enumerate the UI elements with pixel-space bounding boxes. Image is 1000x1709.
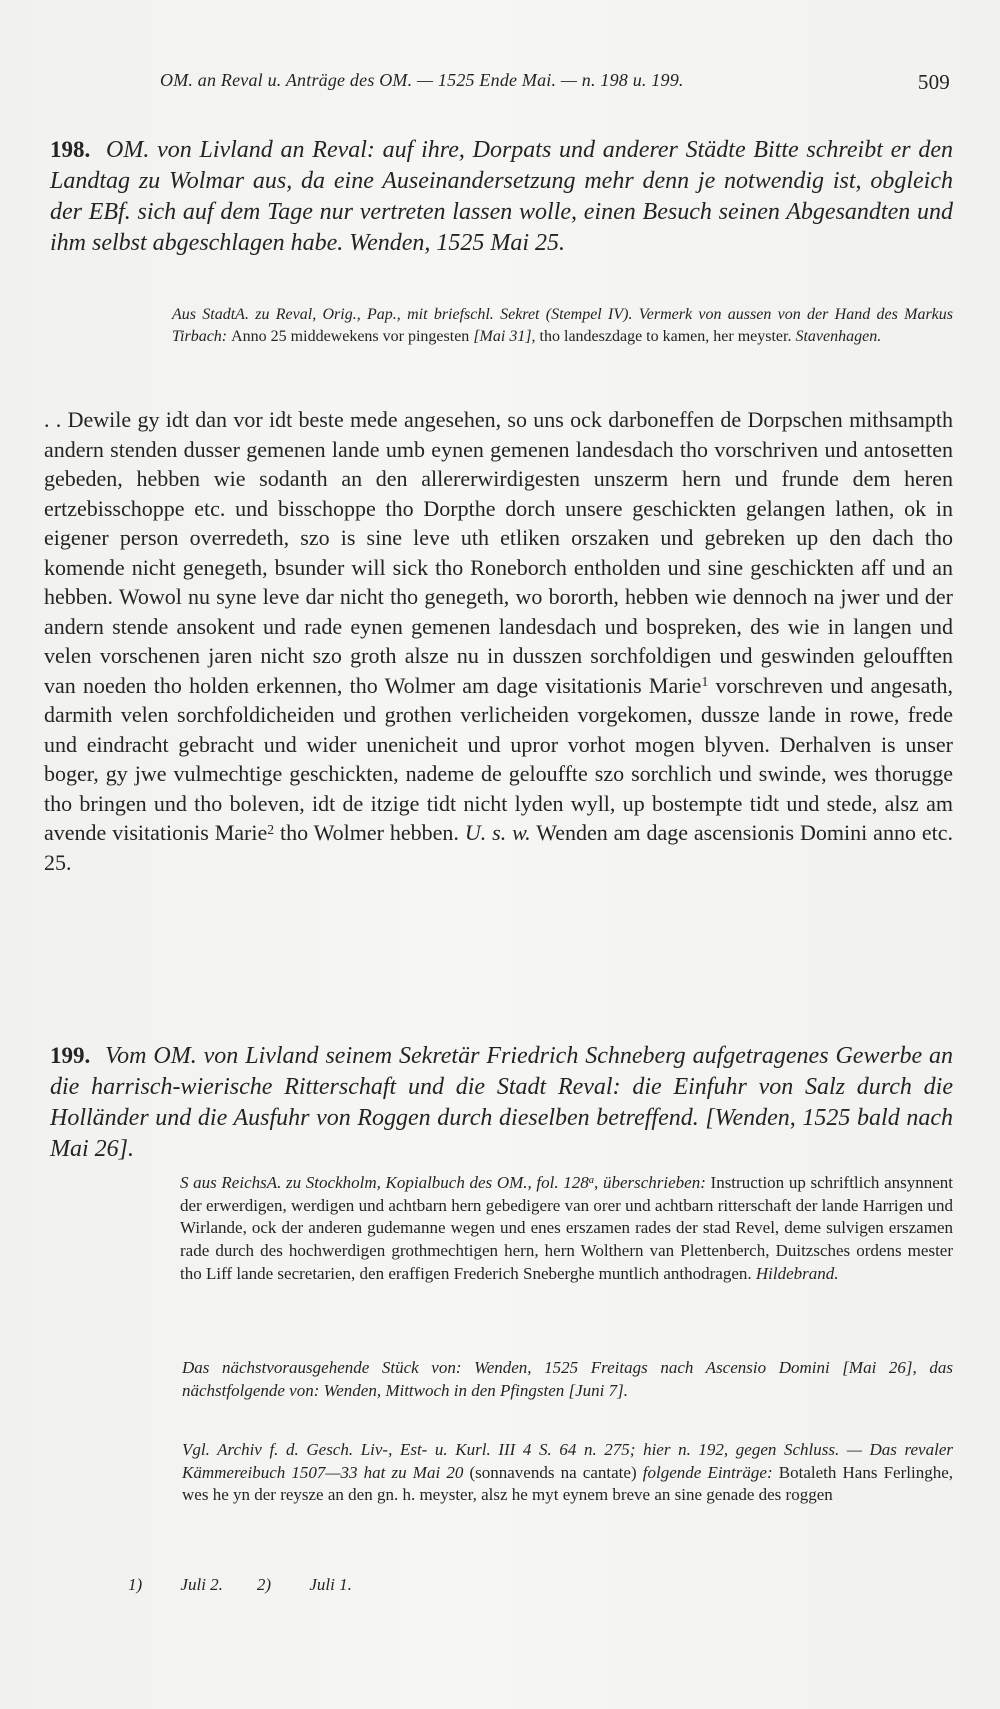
document-199-source-italic-end: , überschrieben: [594, 1173, 706, 1192]
document-198-source-date: [Mai 31] [473, 328, 532, 345]
document-199-archive-plain: (sonnavends na cantate) [469, 1462, 637, 1482]
running-title: OM. an Reval u. Anträge des OM. — 1525 Ende Mai. — n. 198 u. 199. [160, 70, 684, 90]
document-199-source-instruction: Instruction up schriftlich ansynnent der erwerdigen, werdigen und achtbarn hern gebedigere van orer und achtbarn ritterschaft der lande Harrigen und Wirlande, ock der anderen gudemanne wegen und enes erszamen rades der stad Revel, deme sulvigen erszamen rade durch des hochwerdigen grothmechtigen hern, hern Wolthern van Plettenberch, Duitzsches ordens mester tho Liff lande secretarien, den eraffigen Frederich Sneberghe muntlich anthodragen. [180, 1173, 954, 1283]
document-198-main-text [44, 405, 953, 877]
document-199-source-note [180, 1172, 953, 1286]
document-198-source-italic: Aus StadtA. zu Reval, Orig., Pap., mit briefschl. Sekret (Stempel IV). Vermerk von aussen von der Hand des Markus Tirbach: [172, 306, 953, 345]
page-number: 509 [917, 70, 950, 94]
running-header [160, 70, 950, 98]
document-199-archive-entry: Botaleth Hans Ferlinghe, wes he yn der reysze an den gn. h. meyster, alsz he myt eynem breve an sine genade des roggen [182, 1462, 954, 1505]
document-199-number: 199. [50, 1043, 91, 1068]
footnote-marker-1: 1 [701, 674, 709, 690]
footnotes [128, 1573, 728, 1597]
document-199-archive-italic-end: folgende Einträge: [642, 1462, 773, 1482]
document-198-title-block [50, 134, 953, 259]
document-198-source-editor: Stavenhagen. [795, 328, 882, 345]
document-199-source-italic: S aus ReichsA. zu Stockholm, Kopialbuch des OM., fol. 128 [180, 1173, 589, 1192]
footnote-1 [128, 1575, 223, 1594]
document-199-adjacent-pieces-note [182, 1357, 953, 1402]
document-198-text-part1: . . Dewile gy idt dan vor idt beste mede angesehen, so uns ock darboneffen de Dorpschen mithsampth andern stenden dusser gemenen lande umb eynen gemenen landesdach tho vorschriven und antosetten gebeden, hebben wie sodanth an den allererwirdigesten unszerm hern und frunde dem heren ertzebisschoppe etc. und bisschoppe tho Dorpthe dorch unsere geschickten gelangen lathen, ok in eigener person overredeth, szo is sine leve uth etliken orszaken und gebreken up den dach tho komende nicht genegeth, bsunder will sick tho Roneborch entholden und sine geschickten aff und an hebben. Wowol nu syne leve dar nicht tho genegeth, wo bororth, hebben wie dennoch na jwer und der andern stende ansokent und rade eynen gemenen landesdach und bospreken, des wie in langen und velen vorschenen jaren nicht szo groth alsze nu in dusszen sorchfoldigen und geswinden geloufften van noeden tho holden erkennen, tho Wolmer am dage visitationis Marie [44, 407, 953, 698]
footnote-2-text: Juli 1. [309, 1575, 352, 1594]
document-198-number: 198. [50, 137, 91, 162]
footnote-2-mark: 2) [256, 1575, 272, 1594]
document-199-title: Vom OM. von Livland seinem Sekretär Friedrich Schneberg aufgetragenes Gewerbe an die harrisch-wierische Ritterschaft und die Stadt Reval: die Einfuhr von Salz durch die Holländer und die Ausfuhr von Roggen durch dieselben betreffend. [Wenden, 1525 bald nach Mai 26]. [50, 1043, 954, 1162]
footnote-2 [257, 1575, 352, 1594]
footnote-1-text: Juli 2. [180, 1575, 223, 1594]
document-198-text-part2: vorschreven und angesath, darmith velen sorchfoldicheiden und grothen verlicheiden vorgekomen, dussze lande in rowe, frede und eindracht gebracht und wider unenicheit und upror vorhot mogen blyven. Derhalven is unser boger, gy jwe vulmechtige geschickten, nademe de gelouffte szo sorchlich und swinde, wes thorugge tho bringen und tho boleven, idt de itzige tidt nicht lyden wyll, up bostempte tidt und stede, alsz am avende visitationis Marie [44, 672, 953, 845]
document-198-source-plain-end: , tho landeszdage to kamen, her meyster. [531, 328, 792, 345]
document-198-text-part3: tho Wolmer hebben. [274, 820, 459, 845]
document-199-source-editor: Hildebrand. [755, 1263, 839, 1283]
document-198-source-note [172, 304, 953, 348]
document-198-closing-italic: U. s. w. [464, 820, 531, 845]
footnote-1-mark: 1) [128, 1575, 143, 1594]
document-199-title-block [50, 1040, 953, 1165]
document-198-closing: Wenden am dage ascensionis Domini anno etc. 25. [44, 820, 954, 875]
document-198-source-plain: Anno 25 middewekens vor pingesten [231, 328, 470, 345]
footnote-marker-2: 2 [267, 821, 275, 837]
document-199-archive-italic: Vgl. Archiv f. d. Gesch. Liv-, Est- u. Kurl. III 4 S. 64 n. 275; hier n. 192, gegen Schluss. — Das revaler Kämmereibuch 1507—33 hat zu Mai 20 [182, 1440, 953, 1482]
document-199-adjacent-pieces-text: Das nächstvorausgehende Stück von: Wenden, 1525 Freitags nach Ascensio Domini [Mai 26], das nächstfolgende von: Wenden, Mittwoch in den Pfingsten [Juni 7]. [182, 1358, 953, 1400]
document-198-title: OM. von Livland an Reval: auf ihre, Dorpats und anderer Städte Bitte schreibt er den Landtag zu Wolmar aus, da eine Auseinandersetzung mehr denn je notwendig ist, obgleich der EBf. sich auf dem Tage nur vertreten lassen wolle, einen Besuch seinen Abgesandten und ihm selbst abgeschlagen habe. Wenden, 1525 Mai 25. [50, 137, 953, 256]
document-199-archive-note [182, 1439, 953, 1507]
document-199-source-superscript: a [588, 1175, 595, 1187]
